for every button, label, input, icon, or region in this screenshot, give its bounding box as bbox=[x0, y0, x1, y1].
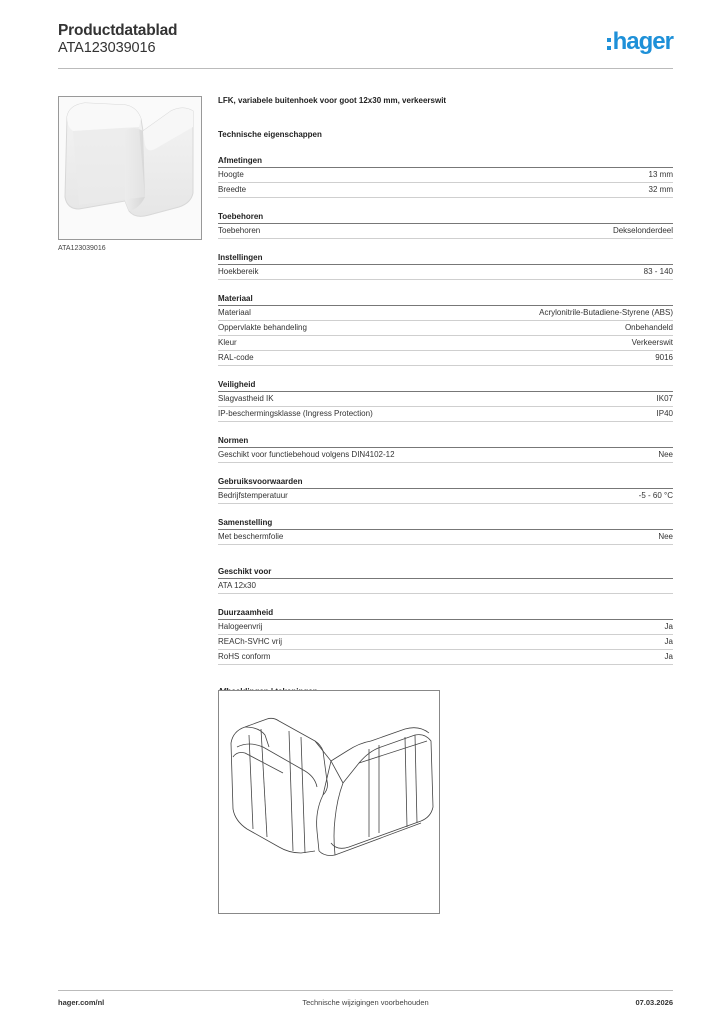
spec-row bbox=[218, 183, 673, 198]
section-normen bbox=[218, 436, 673, 463]
section-materiaal bbox=[218, 294, 673, 366]
spec-value: Onbehandeld bbox=[624, 323, 673, 332]
technical-drawing bbox=[218, 690, 440, 914]
tech-heading: Technische eigenschappen bbox=[218, 130, 322, 139]
footer-website-link[interactable]: hager.com/nl bbox=[58, 998, 105, 1007]
spec-label: REACh-SVHC vrij bbox=[218, 637, 283, 646]
header-divider bbox=[58, 68, 673, 69]
spec-label: ATA 12x30 bbox=[218, 581, 256, 590]
spec-label: Kleur bbox=[218, 338, 237, 347]
spec-label: RAL-code bbox=[218, 353, 254, 362]
section-title: Normen bbox=[218, 436, 673, 448]
section-title: Materiaal bbox=[218, 294, 673, 306]
section-veiligheid bbox=[218, 380, 673, 422]
page-header bbox=[58, 22, 673, 68]
product-description: LFK, variabele buitenhoek voor goot 12x30 mm, verkeerswit bbox=[218, 96, 447, 105]
spec-value: Ja bbox=[664, 637, 673, 646]
spec-value: IP40 bbox=[656, 409, 673, 418]
spec-row bbox=[218, 407, 673, 422]
spec-label: Geschikt voor functiebehoud volgens DIN4102-12 bbox=[218, 450, 395, 459]
section-title: Gebruiksvoorwaarden bbox=[218, 477, 673, 489]
spec-value: 83 - 140 bbox=[643, 267, 673, 276]
spec-label: Met beschermfolie bbox=[218, 532, 284, 541]
spec-value: 9016 bbox=[655, 353, 673, 362]
section-samenstelling bbox=[218, 518, 673, 545]
spec-row bbox=[218, 321, 673, 336]
spec-label: Materiaal bbox=[218, 308, 251, 317]
spec-label: Halogeenvrij bbox=[218, 622, 263, 631]
spec-value: Ja bbox=[664, 652, 673, 661]
photo-caption: ATA123039016 bbox=[58, 245, 106, 252]
footer-disclaimer: Technische wijzigingen voorbehouden bbox=[302, 998, 429, 1007]
spec-row bbox=[218, 392, 673, 407]
document-title: Productdatablad bbox=[58, 22, 178, 39]
hager-logo bbox=[607, 28, 673, 56]
spec-value: IK07 bbox=[656, 394, 673, 403]
brand-wordmark: hager bbox=[612, 28, 673, 55]
section-geschikt-voor bbox=[218, 567, 673, 594]
spec-row bbox=[218, 265, 673, 280]
spec-label: Hoekbereik bbox=[218, 267, 259, 276]
spec-label: Hoogte bbox=[218, 170, 244, 179]
section-title: Instellingen bbox=[218, 253, 673, 265]
spec-row bbox=[218, 448, 673, 463]
spec-value: 32 mm bbox=[648, 185, 673, 194]
section-duurzaamheid bbox=[218, 608, 673, 665]
section-title: Samenstelling bbox=[218, 518, 673, 530]
page-footer bbox=[58, 998, 673, 1010]
spec-label: Slagvastheid IK bbox=[218, 394, 274, 403]
product-code: ATA123039016 bbox=[58, 40, 156, 56]
spec-row bbox=[218, 579, 673, 594]
logo-dots-icon bbox=[607, 38, 611, 50]
section-afmetingen bbox=[218, 156, 673, 198]
corner-piece-drawing-icon bbox=[219, 691, 439, 913]
spec-label: Oppervlakte behandeling bbox=[218, 323, 307, 332]
section-toebehoren bbox=[218, 212, 673, 239]
section-gebruiksvoorwaarden bbox=[218, 477, 673, 504]
spec-label: Breedte bbox=[218, 185, 247, 194]
section-title: Toebehoren bbox=[218, 212, 673, 224]
spec-value: Nee bbox=[658, 450, 673, 459]
spec-label: IP-beschermingsklasse (Ingress Protection) bbox=[218, 409, 373, 418]
spec-label: Bedrijfstemperatuur bbox=[218, 491, 288, 500]
section-title: Veiligheid bbox=[218, 380, 673, 392]
spec-value: Acrylonitrile-Butadiene-Styrene (ABS) bbox=[539, 308, 673, 317]
spec-row bbox=[218, 489, 673, 504]
footer-divider bbox=[58, 990, 673, 991]
spec-row bbox=[218, 224, 673, 239]
spec-value: -5 - 60 °C bbox=[638, 491, 673, 500]
product-photo bbox=[58, 96, 202, 240]
section-title: Afmetingen bbox=[218, 156, 673, 168]
section-instellingen bbox=[218, 253, 673, 280]
spec-label: Toebehoren bbox=[218, 226, 261, 235]
spec-row bbox=[218, 168, 673, 183]
spec-value: Nee bbox=[658, 532, 673, 541]
section-title: Geschikt voor bbox=[218, 567, 673, 579]
footer-date: 07.03.2026 bbox=[635, 998, 673, 1007]
spec-content bbox=[218, 96, 673, 699]
spec-label: RoHS conform bbox=[218, 652, 271, 661]
spec-value: Dekselonderdeel bbox=[612, 226, 673, 235]
spec-row bbox=[218, 620, 673, 635]
corner-piece-photo-icon bbox=[59, 97, 201, 239]
spec-value: 13 mm bbox=[648, 170, 673, 179]
section-title: Duurzaamheid bbox=[218, 608, 673, 620]
spec-row bbox=[218, 635, 673, 650]
spec-value: Ja bbox=[664, 622, 673, 631]
spec-row bbox=[218, 306, 673, 321]
spec-value: Verkeerswit bbox=[631, 338, 673, 347]
spec-row bbox=[218, 530, 673, 545]
spec-row bbox=[218, 650, 673, 665]
spec-row bbox=[218, 336, 673, 351]
spec-row bbox=[218, 351, 673, 366]
